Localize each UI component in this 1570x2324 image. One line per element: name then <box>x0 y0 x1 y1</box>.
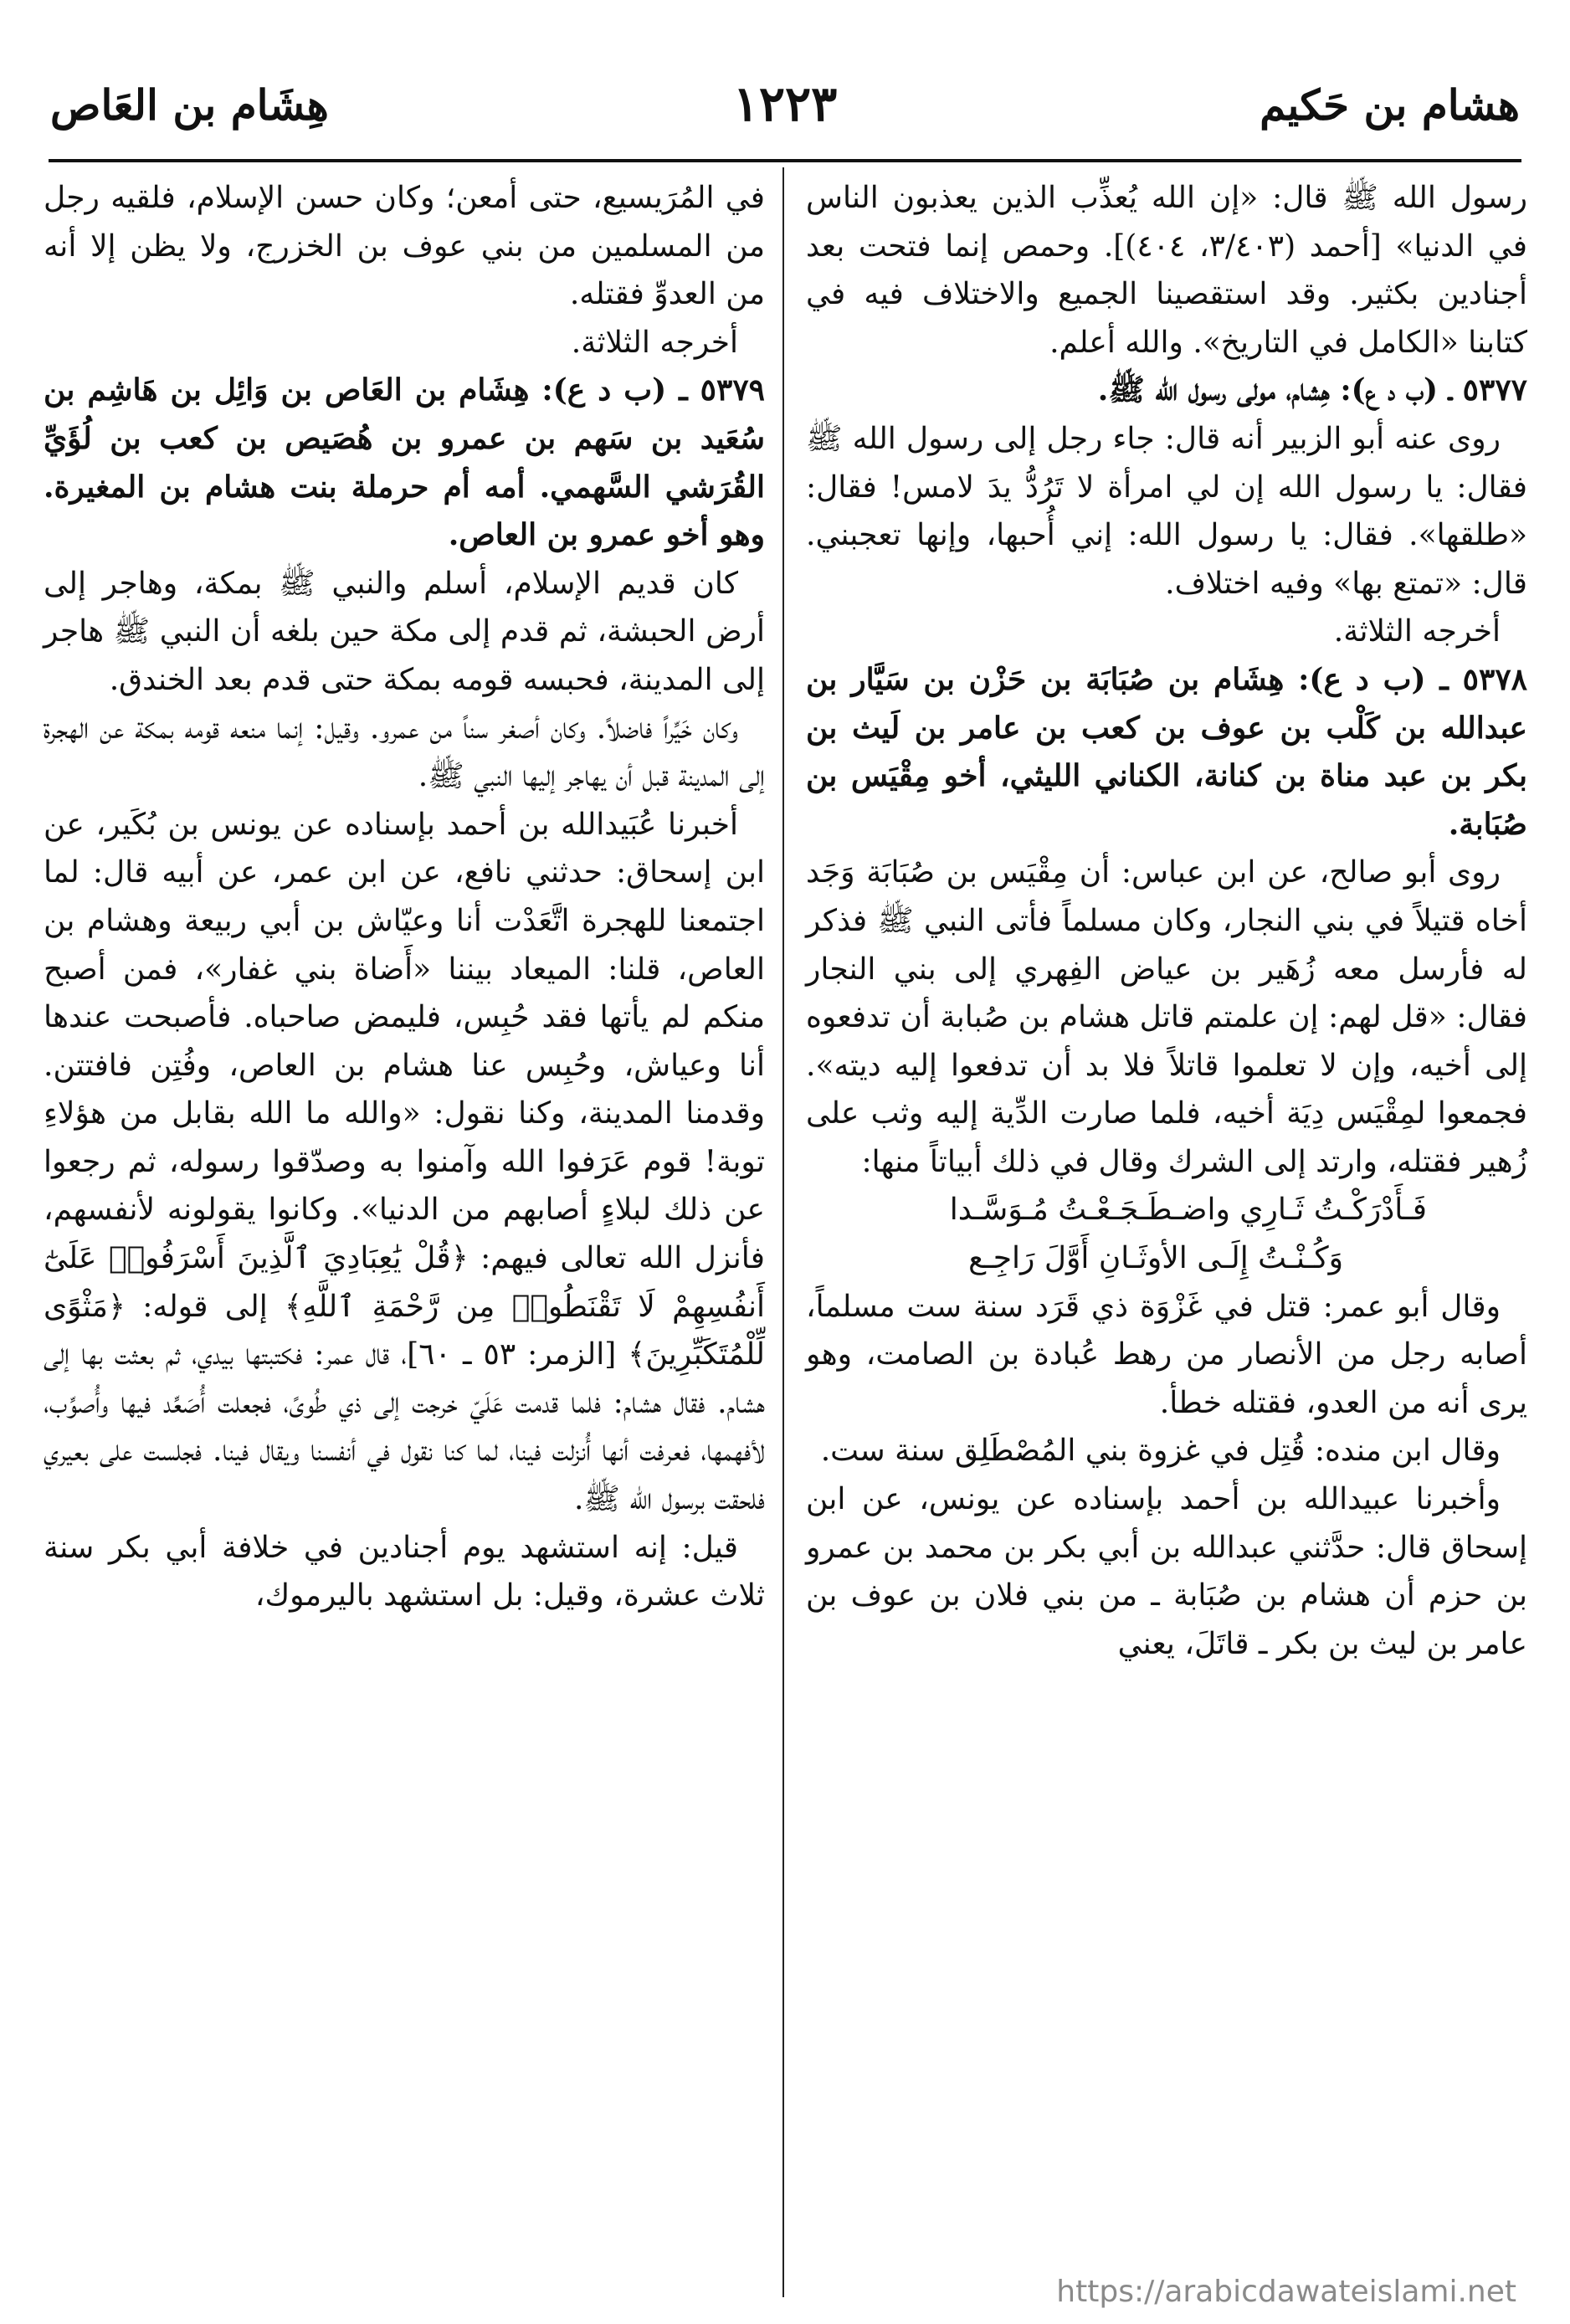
paragraph: أخبرنا عُبَيدالله بن أحمد بإسناده عن يونس بن بُكَير، عن ابن إسحاق: حدثني نافع، عن ابن عمر، عن أبيه قال: لما اجتمعنا للهجرة اتَّعَدْت أنا وعيّاش بن أبي ربيعة وهشام بن العاص، قلنا: الميعاد بيننا «أَضاة بني غفار»، فمن أصبح منكم لم يأتها فقد حُبِس، فليمض صاحباه. فأصبحت عندها أنا وعياش، وحُبِس عنا هشام بن العاص، وفُتِن فافتتن. وقدمنا المدينة، وكنا نقول: «والله ما الله بقابل من هؤلاءِ توبة! قوم عَرَفوا الله وآمنوا به وصدّقوا رسوله، ثم رجعوا عن ذلك لبلاءٍ أصابهم من الدنيا». وكانوا يقولونه لأنفسهم، فأنزل الله تعالى فيهم: ﴿قُلْ يَٰعِبَادِيَ ٱلَّذِينَ أَسْرَفُوا۟ عَلَىٰٓ أَنفُسِهِمْ لَا تَقْنَطُوا۟ مِن رَّحْمَةِ ٱللَّهِ﴾ إلى قوله: ﴿مَثْوًى لِّلْمُتَكَبِّرِينَ﴾ [الزمر: ٥٣ ـ ٦٠]، قال عمر: فكتبتها بيدي، ثم بعثت بها إلى هشام. فقال هشام: فلما قدمت عَلَيّ خرجت إلى ذي طُوىً، فجعلت أُصَعِّد فيها وأُصوِّب، لأفهمها، فعرفت أنها أُنزلت فينا، لما كنا نقول في أنفسنا ويقال فينا. فجلست على بعيري فلحقت برسول الله ﷺ. <box>44 807 765 1517</box>
paragraph: روى عنه أبو الزبير أنه قال: جاء رجل إلى رسول الله ﷺ فقال: يا رسول الله إن لي امرأة لا تَرُدُّ يدَ لامس! فقال: «طلقها». فقال: يا رسول الله: إني أُحبها، وإنها تعجبني. قال: «تمتع بها» وفيه اختلاف. <box>806 421 1527 601</box>
running-title-right: هشام بن حَكيم <box>1260 80 1520 130</box>
paragraph: قيل: إنه استشهد يوم أجنادين في خلافة أبي بكر سنة ثلاث عشرة، وقيل: بل استشهد باليرموك، <box>44 1530 765 1613</box>
page-header <box>50 75 1520 156</box>
running-title-left: هِشَام بن العَاص <box>50 80 329 130</box>
paragraph: روى أبو صالح، عن ابن عباس: أن مِقْيَس بن صُبَابَة وَجَد أخاه قتيلاً في بني النجار، وكان مسلماً فأتى النبي ﷺ فذكر له فأرسل معه زُهَير بن عياض الفِهري إلى بني النجار فقال: «قل لهم: إن علمتم قاتل هشام بن صُبابة أن تدفعوه إلى أخيه، وإن لا تعلموا قاتلاً فلا بد أن تدفعوا إليه ديته». فجمعوا لمِقْيَس دِيَة أخيه، فلما صارت الدِّية إليه وثب على زُهير فقتله، وارتد إلى الشرك وقال في ذلك أبياتاً منها: <box>806 855 1527 1179</box>
entry-heading-5378: ٥٣٧٨ ـ (ب د ع): هِشَام بن صُبَابَة بن حَزْن بن سَيَّار بن عبدالله بن كَلْب بن عوف بن كعب بن عامر بن لَيث بن بكر بن عبد مناة بن كنانة، الكناني الليثي، أخو مِقْيَس بن صُبَابة. <box>806 661 1527 842</box>
paragraph: وكان خَيِّراً فاضلاً. وكان أصغر سناً من عمرو. وقيل: إنما منعه قومه بمكة عن الهجرة إلى المدينة قبل أن يهاجر إليها النبي ﷺ. <box>44 711 765 794</box>
paragraph: أخرجه الثلاثة. <box>571 325 738 360</box>
paragraph: أخرجه الثلاثة. <box>1333 614 1501 649</box>
paragraph: رسول الله ﷺ قال: «إن الله يُعذِّب الذين يعذبون الناس في الدنيا» [أحمد (٣/٤٠٣، ٤٠٤)]. وحمص إنما فتحت بعد أجنادين بكثير. وقد استقصينا الجميع والاختلاف فيه في كتابنا «الكامل في التاريخ». والله أعلم. <box>806 181 1528 360</box>
paragraph: وقال أبو عمر: قتل في غَزْوَة ذي قَرَد سنة ست مسلماً، أصابه رجل من الأنصار من رهط عُبادة بن الصامت، وهو يرى أنه من العدو، فقتله خطأ. <box>806 1289 1527 1420</box>
entry-heading-5379: ٥٣٧٩ ـ (ب د ع): هِشَام بن العَاص بن وَائِل بن هَاشِم بن سُعَيد بن سَهم بن عمرو بن هُصَيص بن كعب بن لُؤَيِّ القُرَشي السَّهمي. أمه أم حرملة بنت هشام بن المغيرة. وهو أخو عمرو بن العاص. <box>44 372 765 553</box>
paragraph: كان قديم الإسلام، أسلم والنبي ﷺ بمكة، وهاجر إلى أرض الحبشة، ثم قدم إلى مكة حين بلغه أن النبي ﷺ هاجر إلى المدينة، فحبسه قومه بمكة حتى قدم بعد الخندق. <box>44 566 765 697</box>
paragraph: وقال ابن منده: قُتِل في غزوة بني المُصْطَلِق سنة ست. <box>820 1434 1501 1469</box>
header-rule <box>49 159 1521 162</box>
right-column <box>806 174 1527 1668</box>
watermark-url: https://arabicdawateislami.net <box>1056 2275 1516 2309</box>
left-column <box>44 174 765 1620</box>
verse-line-1: فَـأَدْرَكْـتُ ثَـارِي واضـطَـجَـعْـتُ مُـوَسَّـدا <box>949 1193 1427 1228</box>
column-divider <box>782 167 784 2297</box>
paragraph: في المُرَيسيع، حتى أمعن؛ وكان حسن الإسلام، فلقيه رجل من المسلمين من بني عوف بن الخزرج، ولا يظن إلا أنه من العدوِّ فقتله. <box>44 181 765 312</box>
paragraph: وأخبرنا عبيدالله بن أحمد بإسناده عن يونس، عن ابن إسحاق قال: حدَّثني عبدالله بن أبي بكر بن محمد بن عمرو بن حزم أن هشام بن صُبَابة ـ من بني فلان بن عوف بن عامر بن ليث بن بكر ـ قاتَلَ، يعني <box>806 1482 1527 1661</box>
entry-heading-5377: ٥٣٧٧ ـ (ب د ع): هِشام، مولى رسول الله ﷺ. <box>1097 372 1527 408</box>
page-number: ١٢٢٣ <box>732 75 838 132</box>
verse-line-2: وَكُـنْـتُ إِلَـى الأوثَـانِ أَوَّلَ رَاجِـع <box>968 1241 1343 1276</box>
